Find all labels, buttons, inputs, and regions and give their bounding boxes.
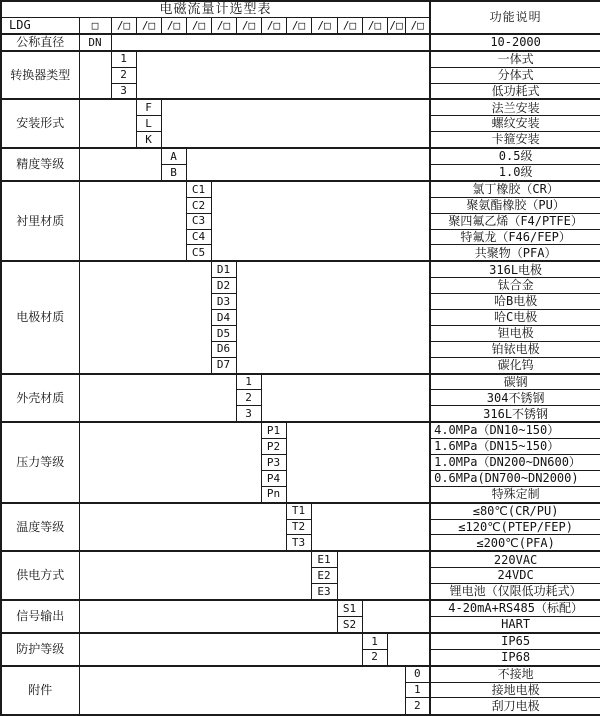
option-desc: 304不锈钢 — [430, 390, 600, 406]
option-code: S2 — [337, 616, 362, 632]
option-desc: 316L电极 — [430, 261, 600, 277]
model-code-slot: /□ — [111, 17, 136, 33]
model-code-slot: /□ — [387, 17, 405, 33]
option-code: E2 — [311, 568, 337, 584]
option-desc: 共聚物（PFA） — [430, 245, 600, 261]
option-code: A — [161, 148, 186, 164]
option-code: E3 — [311, 584, 337, 600]
model-code-slot: /□ — [261, 17, 286, 33]
spacer-cell — [79, 99, 136, 148]
option-desc: ≤200℃(PFA) — [430, 535, 600, 551]
spacer-cell — [211, 181, 430, 261]
option-desc: IP65 — [430, 633, 600, 649]
option-code: T1 — [286, 503, 311, 519]
option-desc: 聚氨酯橡胶（PU） — [430, 197, 600, 213]
option-code: C4 — [186, 229, 211, 245]
spacer-cell — [362, 600, 430, 633]
table-title: 电磁流量计选型表 — [1, 1, 430, 17]
option-code: C2 — [186, 197, 211, 213]
option-desc: 特殊定制 — [430, 486, 600, 502]
option-desc: 氯丁橡胶（CR） — [430, 181, 600, 197]
diameter-label: 公称直径 — [1, 34, 79, 51]
spacer-cell — [79, 148, 161, 181]
option-desc: 低功耗式 — [430, 83, 600, 99]
option-desc: 0.5级 — [430, 148, 600, 164]
option-desc: ≤120℃(PTEP/FEP) — [430, 519, 600, 535]
spacer-cell — [79, 181, 186, 261]
option-desc: 法兰安装 — [430, 99, 600, 115]
option-code: D5 — [211, 325, 236, 341]
option-desc: 特氟龙（F46/FEP） — [430, 229, 600, 245]
spacer-cell — [79, 51, 111, 100]
option-desc: ≤80℃(CR/PU) — [430, 503, 600, 519]
spacer-cell — [136, 51, 430, 100]
option-desc: 铂铱电极 — [430, 341, 600, 357]
option-desc: 316L不锈钢 — [430, 406, 600, 422]
option-code: F — [136, 99, 161, 115]
option-code: P4 — [261, 470, 286, 486]
option-code: D6 — [211, 341, 236, 357]
option-code: C3 — [186, 213, 211, 229]
option-desc: 碳钢 — [430, 374, 600, 390]
option-code: 1 — [236, 374, 261, 390]
category-label-power: 供电方式 — [1, 551, 79, 600]
option-code: 2 — [362, 649, 387, 665]
spacer-cell — [161, 99, 430, 148]
option-desc: 1.0级 — [430, 165, 600, 181]
spacer-cell — [387, 633, 430, 666]
option-code: 2 — [405, 698, 430, 715]
option-code: P2 — [261, 439, 286, 455]
spacer-cell — [337, 551, 430, 600]
option-code: D7 — [211, 357, 236, 373]
option-desc: 4.0MPa（DN10~150） — [430, 422, 600, 438]
option-code: 0 — [405, 666, 430, 682]
model-code-slot: /□ — [211, 17, 236, 33]
model-code-slot: /□ — [362, 17, 387, 33]
option-desc: 钽电极 — [430, 325, 600, 341]
spacer-cell — [79, 261, 211, 373]
model-code-slot: /□ — [311, 17, 337, 33]
model-code-slot: /□ — [186, 17, 211, 33]
option-desc: 聚四氟乙烯（F4/PTFE） — [430, 213, 600, 229]
option-desc: 24VDC — [430, 568, 600, 584]
option-code: L — [136, 116, 161, 132]
spacer-cell — [79, 633, 362, 666]
category-label-converter-type: 转换器类型 — [1, 51, 79, 100]
option-code: S1 — [337, 600, 362, 616]
option-code: C5 — [186, 245, 211, 261]
option-desc: HART — [430, 616, 600, 632]
option-desc: 刮刀电极 — [430, 698, 600, 715]
model-code-slot: /□ — [136, 17, 161, 33]
option-desc: 锂电池（仅限低功耗式） — [430, 584, 600, 600]
option-code: P3 — [261, 455, 286, 471]
option-code: D1 — [211, 261, 236, 277]
model-code-slot: /□ — [161, 17, 186, 33]
option-code: K — [136, 132, 161, 148]
model-code-box: □ — [79, 17, 111, 33]
option-desc: IP68 — [430, 649, 600, 665]
spacer-cell — [236, 261, 430, 373]
option-code: 2 — [236, 390, 261, 406]
model-code-slot: /□ — [405, 17, 430, 33]
spacer-cell — [286, 422, 430, 502]
category-label-accessory: 附件 — [1, 666, 79, 715]
spacer-cell — [111, 34, 430, 51]
option-desc: 分体式 — [430, 67, 600, 83]
category-label-installation: 安装形式 — [1, 99, 79, 148]
model-code-slot: /□ — [236, 17, 261, 33]
option-code: 3 — [111, 83, 136, 99]
option-code: 3 — [236, 406, 261, 422]
spacer-cell — [311, 503, 430, 552]
option-code: T2 — [286, 519, 311, 535]
option-desc: 4-20mA+RS485（标配） — [430, 600, 600, 616]
spacer-cell — [79, 600, 337, 633]
option-code: 1 — [362, 633, 387, 649]
spacer-cell — [79, 551, 311, 600]
option-desc: 螺纹安装 — [430, 116, 600, 132]
option-code: T3 — [286, 535, 311, 551]
category-label-accuracy: 精度等级 — [1, 148, 79, 181]
category-label-housing: 外壳材质 — [1, 374, 79, 423]
model-code-slot: /□ — [286, 17, 311, 33]
option-desc: 哈C电极 — [430, 310, 600, 326]
spacer-cell — [186, 148, 430, 181]
option-code: 2 — [111, 67, 136, 83]
option-code: P1 — [261, 422, 286, 438]
option-code: C1 — [186, 181, 211, 197]
spacer-cell — [79, 374, 236, 423]
option-desc: 不接地 — [430, 666, 600, 682]
category-label-temperature: 温度等级 — [1, 503, 79, 552]
option-desc: 接地电极 — [430, 682, 600, 698]
model-prefix: LDG — [1, 17, 79, 33]
option-code: D2 — [211, 278, 236, 294]
option-desc: 1.6MPa（DN15~150） — [430, 439, 600, 455]
option-code: 1 — [405, 682, 430, 698]
category-label-protection: 防护等级 — [1, 633, 79, 666]
category-label-signal: 信号输出 — [1, 600, 79, 633]
category-label-pressure: 压力等级 — [1, 422, 79, 502]
option-desc: 碳化钨 — [430, 357, 600, 373]
option-desc: 0.6MPa(DN700~DN2000) — [430, 470, 600, 486]
option-desc: 钛合金 — [430, 278, 600, 294]
function-description-header: 功能说明 — [430, 1, 600, 34]
spacer-cell — [261, 374, 430, 423]
spacer-cell — [79, 666, 405, 715]
diameter-desc: 10-2000 — [430, 34, 600, 51]
spacer-cell — [79, 422, 261, 502]
model-code-slot: /□ — [337, 17, 362, 33]
option-code: D4 — [211, 310, 236, 326]
option-desc: 哈B电极 — [430, 294, 600, 310]
option-desc: 卡箍安装 — [430, 132, 600, 148]
option-code: 1 — [111, 51, 136, 67]
option-code: E1 — [311, 551, 337, 567]
option-code: Pn — [261, 486, 286, 502]
diameter-code: DN — [79, 34, 111, 51]
option-desc: 一体式 — [430, 51, 600, 67]
option-code: B — [161, 165, 186, 181]
option-desc: 1.0MPa（DN200~DN600） — [430, 455, 600, 471]
category-label-lining: 衬里材质 — [1, 181, 79, 261]
category-label-electrode: 电极材质 — [1, 261, 79, 373]
option-desc: 220VAC — [430, 551, 600, 567]
option-code: D3 — [211, 294, 236, 310]
spacer-cell — [79, 503, 286, 552]
